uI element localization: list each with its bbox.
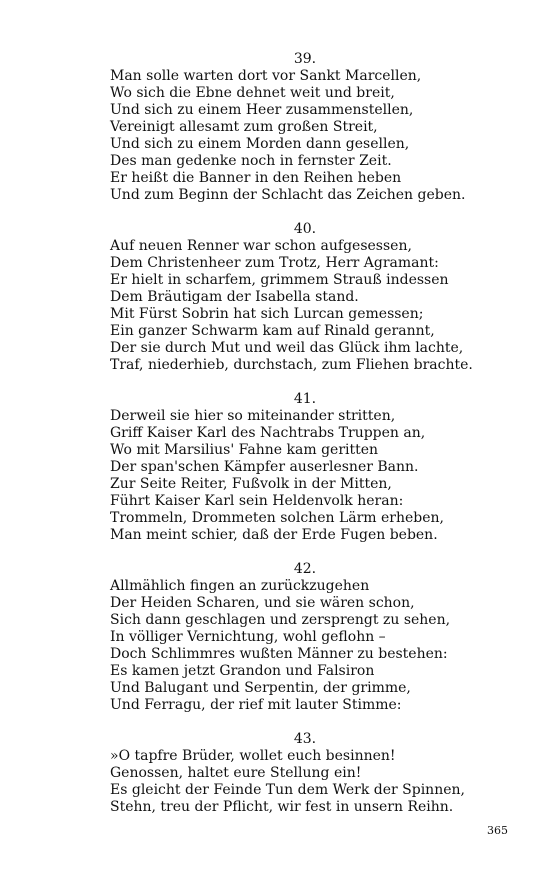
verse-line: Er heißt die Banner in den Reihen heben [110,170,402,186]
verse-line: Es gleicht der Feinde Tun dem Werk der Spinnen, [110,782,465,798]
stanza-39 [110,50,470,204]
verse-line: In völliger Vernichtung, wohl geflohn – [110,629,386,645]
stanza-43 [110,730,470,816]
verse-line: Ein ganzer Schwarm kam auf Rinald gerannt, [110,323,435,339]
verse-line: Man meint schier, daß der Erde Fugen beben. [110,527,438,543]
verse-line: Sich dann geschlagen und zersprengt zu sehen, [110,612,451,628]
verse-line: Derweil sie hier so miteinander stritten, [110,408,396,424]
poem-page [110,50,473,832]
verse-line: Führt Kaiser Karl sein Heldenvolk heran: [110,493,404,509]
page-number: 365 [487,824,508,837]
verse-line: Griff Kaiser Karl des Nachtrabs Truppen an, [110,425,426,441]
verse-line: Der span'schen Kämpfer auserlesner Bann. [110,459,419,475]
verse-line: Dem Christenheer zum Trotz, Herr Agramant: [110,255,439,271]
verse-line: Wo mit Marsilius' Fahne kam geritten [110,442,379,458]
stanza-number: 43. [293,731,317,747]
stanza-40 [110,220,473,374]
verse-line: Vereinigt allesamt zum großen Streit, [110,119,378,135]
verse-line: Und zum Beginn der Schlacht das Zeichen geben. [110,187,466,203]
stanza-number: 42. [293,561,317,577]
verse-line: »O tapfre Brüder, wollet euch besinnen! [110,748,396,764]
verse-line: Dem Bräutigam der Isabella stand. [110,289,359,305]
verse-line: Und sich zu einem Morden dann gesellen, [110,136,410,152]
verse-line: Allmählich fingen an zurückzugehen [110,578,370,594]
verse-line: Wo sich die Ebne dehnet weit und breit, [110,85,395,101]
verse-line: Und Balugant und Serpentin, der grimme, [110,680,411,696]
verse-line: Doch Schlimmres wußten Männer zu bestehen: [110,646,448,662]
verse-line: Es kamen jetzt Grandon und Falsiron [110,663,375,679]
verse-line: Und sich zu einem Heer zusammenstellen, [110,102,414,118]
verse-line: Und Ferragu, der rief mit lauter Stimme: [110,697,402,713]
verse-line: Man solle warten dort vor Sankt Marcellen, [110,68,422,84]
stanza-42 [110,560,470,714]
verse-line: Der Heiden Scharen, und sie wären schon, [110,595,415,611]
verse-line: Auf neuen Renner war schon aufgesessen, [110,238,412,254]
verse-line: Zur Seite Reiter, Fußvolk in der Mitten, [110,476,392,492]
stanza-number: 39. [293,51,317,67]
verse-line: Des man gedenke noch in fernster Zeit. [110,153,392,169]
verse-line: Mit Fürst Sobrin hat sich Lurcan gemessen; [110,306,424,322]
stanza-number: 41. [293,391,317,407]
stanza-41 [110,390,470,544]
verse-line: Traf, niederhieb, durchstach, zum Fliehen brachte. [110,357,473,373]
verse-line: Trommeln, Drommeten solchen Lärm erheben, [110,510,445,526]
verse-line: Er hielt in scharfem, grimmem Strauß indessen [110,272,449,288]
stanza-number: 40. [293,221,317,237]
verse-line: Genossen, haltet eure Stellung ein! [110,765,362,781]
verse-line: Stehn, treu der Pflicht, wir fest in unsern Reihn. [110,799,454,815]
verse-line: Der sie durch Mut und weil das Glück ihm lachte, [110,340,464,356]
